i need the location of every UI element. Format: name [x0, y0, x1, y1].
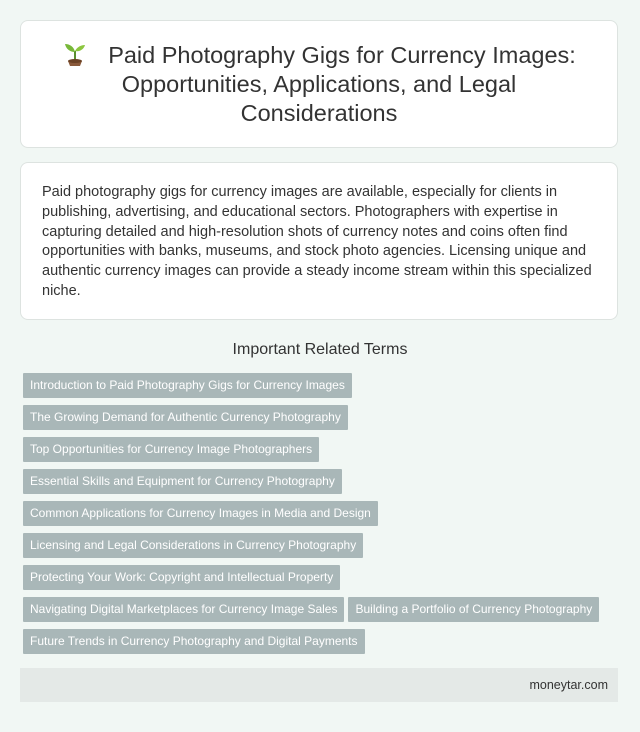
related-term-tag[interactable]: Protecting Your Work: Copyright and Intellectual Property: [23, 565, 340, 590]
page-title-text: Paid Photography Gigs for Currency Images: Opportunities, Applications, and Legal Considerations: [108, 42, 576, 126]
summary-text: Paid photography gigs for currency images are available, especially for clients in publishing, advertising, and educational sectors. Photographers with expertise in capturing detailed and high-resolution shots of currency notes and coins often find opportunities with banks, museums, and stock photo agencies. Licensing unique and authentic currency images can provide a steady income stream within this specialized niche.: [42, 184, 592, 299]
related-term-tag[interactable]: Introduction to Paid Photography Gigs for Currency Images: [23, 373, 352, 398]
related-term-tag[interactable]: The Growing Demand for Authentic Currency Photography: [23, 405, 348, 430]
seedling-icon: [62, 40, 88, 66]
related-term-tag[interactable]: Future Trends in Currency Photography and Digital Payments: [23, 629, 365, 654]
related-term-tag[interactable]: Essential Skills and Equipment for Currency Photography: [23, 469, 342, 494]
footer: [20, 668, 618, 702]
title-card: [20, 20, 618, 148]
page-title: [59, 40, 579, 128]
related-term-tag[interactable]: Licensing and Legal Considerations in Currency Photography: [23, 533, 363, 558]
related-term-tag[interactable]: Building a Portfolio of Currency Photography: [348, 597, 599, 622]
related-term-tag[interactable]: Navigating Digital Marketplaces for Currency Image Sales: [23, 597, 344, 622]
related-terms-list: [23, 373, 623, 661]
related-term-tag[interactable]: Common Applications for Currency Images in Media and Design: [23, 501, 378, 526]
summary-card: [20, 162, 618, 320]
related-term-tag[interactable]: Top Opportunities for Currency Image Photographers: [23, 437, 319, 462]
footer-site-link[interactable]: moneytar.com: [529, 678, 608, 692]
related-terms-heading: Important Related Terms: [232, 341, 408, 358]
